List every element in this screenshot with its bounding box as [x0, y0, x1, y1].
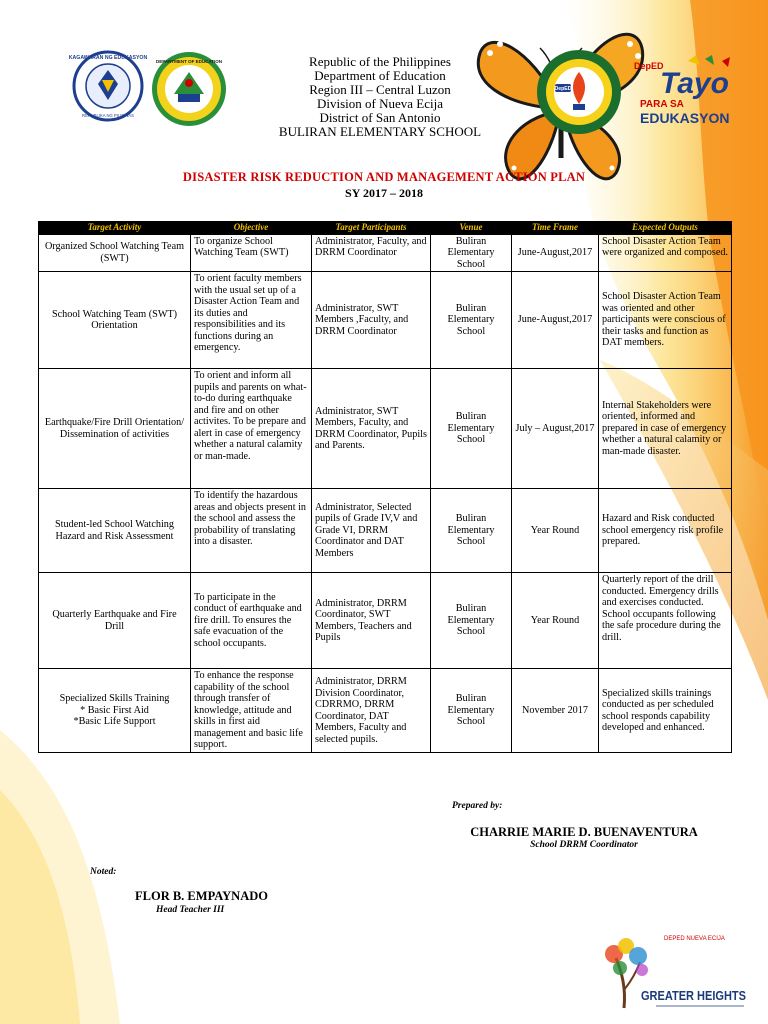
venue-cell: Buliran Elementary School	[431, 369, 512, 489]
deped-seal-bottom-text: REPUBLIKA NG PILIPINAS	[82, 113, 134, 118]
venue-cell: Buliran Elementary School	[431, 489, 512, 573]
tayo-deped-text: DepED	[634, 61, 664, 71]
noted-label: Noted:	[90, 867, 117, 877]
activity-cell: Quarterly Earthquake and Fire Drill	[39, 573, 191, 669]
table-row	[39, 573, 732, 669]
participants-cell: Administrator, Faculty, and DRRM Coordinator	[312, 234, 431, 272]
division-seal-text: DEPARTMENT OF EDUCATION	[155, 59, 223, 64]
objective-cell: To organize School Watching Team (SWT)	[191, 234, 312, 272]
activity-cell: Earthquake/Fire Drill Orientation/ Dissemination of activities	[39, 369, 191, 489]
objective-cell: To identify the hazardous areas and objects present in the school and assess the probability of translating into a disaster.	[191, 489, 312, 573]
letterhead-line: Republic of the Philippines	[309, 54, 451, 69]
deped-seal-icon	[68, 50, 148, 122]
action-plan-table	[38, 221, 732, 753]
objective-cell: To orient and inform all pupils and parents on what- to-do during earthquake and fire and on other activites. To be prepare and alert in case of emergency whether a natural calamity or man-made.	[191, 369, 312, 489]
column-header: Venue	[431, 222, 512, 235]
table-header-row	[39, 222, 732, 235]
timeframe-cell: June-August,2017	[512, 234, 599, 272]
letterhead-line: District of San Antonio	[319, 110, 441, 125]
participants-cell: Administrator, DRRM Division Coordinator, CDRRMO, DRRM Coordinator, DAT Members, Faculty and selected pupils.	[312, 669, 431, 753]
document-title	[120, 170, 648, 201]
table-row	[39, 369, 732, 489]
letterhead-line: Division of Nueva Ecija	[317, 96, 443, 111]
output-cell: Quarterly report of the drill conducted. Emergency drills and exercises conducted. School occupants following the safe procedure during the drill.	[599, 573, 732, 669]
table-row	[39, 272, 732, 369]
objective-cell: To orient faculty members with the usual set up of a Disaster Action Team and its duties and responsibilities and its functions during an emergency.	[191, 272, 312, 369]
head-teacher-title: Head Teacher III	[156, 905, 225, 915]
column-header: Target Activity	[39, 222, 191, 235]
head-teacher-name: FLOR B. EMPAYNADO	[135, 889, 268, 903]
output-cell: Specialized skills trainings conducted as per scheduled school responds capability developed and enhanced.	[599, 669, 732, 753]
letterhead	[230, 55, 530, 139]
table-row	[39, 489, 732, 573]
column-header: Time Frame	[512, 222, 599, 235]
deped-seal-text: KAGAWARAN NG EDUKASYON	[68, 55, 148, 61]
column-header: Objective	[191, 222, 312, 235]
output-cell: School Disaster Action Team were organized and composed.	[599, 234, 732, 272]
school-name: BULIRAN ELEMENTARY SCHOOL	[278, 124, 482, 139]
venue-cell: Buliran Elementary School	[431, 573, 512, 669]
objective-cell: To enhance the response capability of the school through transfer of knowledge, attitude and skills in first aid management and basic life support.	[191, 669, 312, 753]
column-header: Expected Outputs	[599, 222, 732, 235]
tayo-edu-text: EDUKASYON	[640, 110, 730, 126]
venue-cell: Buliran Elementary School	[431, 272, 512, 369]
timeframe-cell: Year Round	[512, 573, 599, 669]
school-year: SY 2017 – 2018	[345, 186, 423, 200]
prepared-by-label: Prepared by:	[452, 801, 503, 811]
output-cell: School Disaster Action Team was oriented and other participants were conscious of their tasks and function as DAT members.	[599, 272, 732, 369]
tayo-para-sa-edukasyon-logo-icon	[630, 55, 745, 130]
greater-heights-text: GREATER HEIGHTS	[641, 988, 747, 1003]
tayo-para-text: PARA SA	[640, 99, 684, 110]
timeframe-cell: July – August,2017	[512, 369, 599, 489]
timeframe-cell: November 2017	[512, 669, 599, 753]
participants-cell: Administrator, SWT Members, Faculty, and DRRM Coordinator, Pupils and Parents.	[312, 369, 431, 489]
objective-cell: To participate in the conduct of earthquake and fire drill. To ensures the safe evacuation of the school occupants.	[191, 573, 312, 669]
greater-heights-top-text: DEPED NUEVA ECIJA	[664, 936, 725, 942]
letterhead-line: Department of Education	[314, 68, 446, 83]
table-row	[39, 234, 732, 272]
column-header: Target Participants	[312, 222, 431, 235]
table-row	[39, 669, 732, 753]
school-seal-icon	[535, 48, 623, 136]
venue-cell: Buliran Elementary School	[431, 234, 512, 272]
letterhead-line: Region III – Central Luzon	[309, 82, 451, 97]
activity-cell: Organized School Watching Team (SWT)	[39, 234, 191, 272]
output-cell: Internal Stakeholders were oriented, informed and prepared in case of emergency whether a natural calamity or man-made disaster.	[599, 369, 732, 489]
coordinator-name: CHARRIE MARIE D. BUENAVENTURA	[470, 825, 698, 839]
coordinator-title: School DRRM Coordinator	[530, 840, 638, 850]
activity-cell: Specialized Skills Training * Basic First Aid *Basic Life Support	[39, 669, 191, 753]
participants-cell: Administrator, Selected pupils of Grade IV,V and Grade VI, DRRM Coordinator and DAT Members	[312, 489, 431, 573]
timeframe-cell: June-August,2017	[512, 272, 599, 369]
participants-cell: Administrator, SWT Members ,Faculty, and DRRM Coordinator	[312, 272, 431, 369]
timeframe-cell: Year Round	[512, 489, 599, 573]
plan-title: DISASTER RISK REDUCTION AND MANAGEMENT ACTION PLAN	[182, 170, 586, 184]
venue-cell: Buliran Elementary School	[431, 669, 512, 753]
participants-cell: Administrator, DRRM Coordinator, SWT Members, Teachers and Pupils	[312, 573, 431, 669]
activity-cell: Student-led School Watching Hazard and Risk Assessment	[39, 489, 191, 573]
school-seal-text: DepED	[554, 86, 572, 92]
division-seal-icon	[150, 50, 228, 128]
greater-heights-logo-icon	[596, 928, 746, 1018]
activity-cell: School Watching Team (SWT) Orientation	[39, 272, 191, 369]
output-cell: Hazard and Risk conducted school emergency risk profile prepared.	[599, 489, 732, 573]
tayo-word-text: Tayo	[660, 67, 729, 100]
